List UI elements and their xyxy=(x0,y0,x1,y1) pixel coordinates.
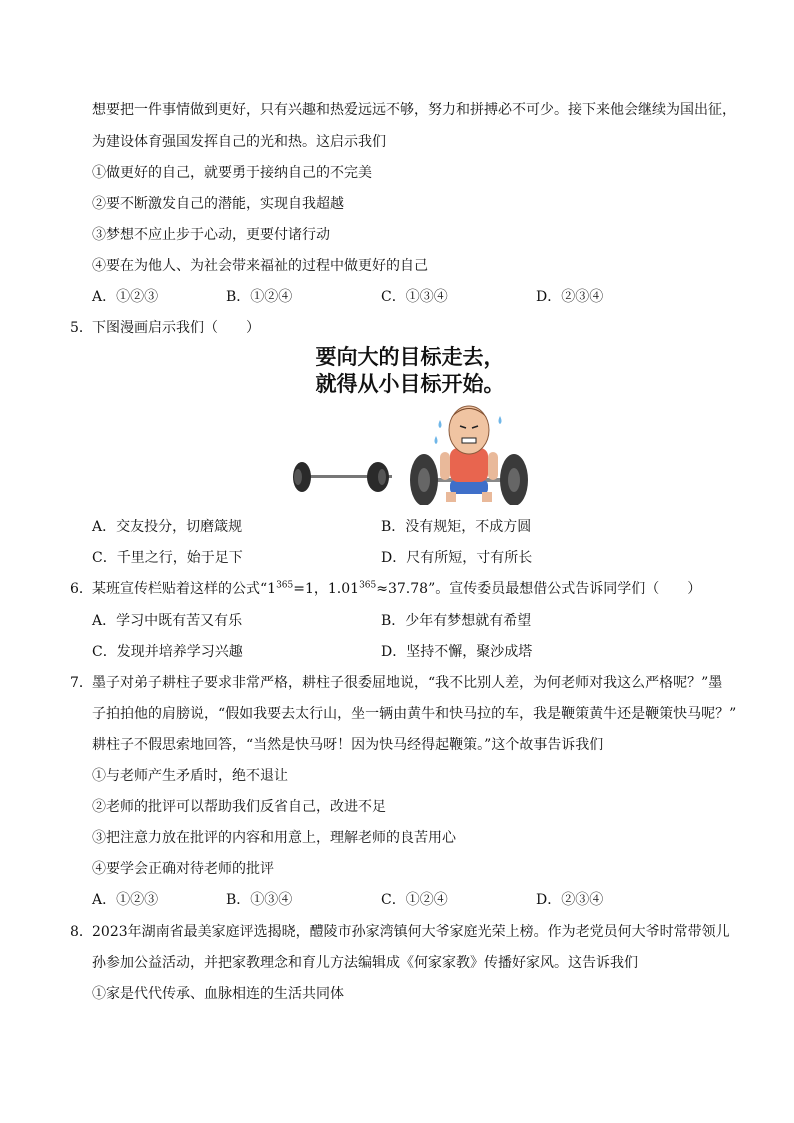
q7-item-1: ①与老师产生矛盾时，绝不退让 xyxy=(92,768,288,784)
q6-option-d: D．坚持不懈，聚沙成塔 xyxy=(381,644,533,660)
q8-item-1: ①家是代代传承、血脉相连的生活共同体 xyxy=(92,986,344,1002)
q8-stem-line2: 孙参加公益活动，并把家教理念和育儿方法编辑成《何家家教》传播好家风。这告诉我们 xyxy=(92,955,638,971)
q7-option-d: D．②③④ xyxy=(536,892,604,908)
weightlifter-drawing xyxy=(280,340,540,505)
comic-caption-line2: 就得从小目标开始。 xyxy=(315,372,505,396)
q4-option-c: C．①③④ xyxy=(381,289,448,305)
q4-option-b: B．①②④ xyxy=(226,289,293,305)
q4-item-1: ①做更好的自己，就要勇于接纳自己的不完美 xyxy=(92,165,372,181)
q5-option-b: B．没有规矩，不成方圆 xyxy=(381,519,532,535)
q5-stem: 下图漫画启示我们（ ） xyxy=(92,320,260,336)
q8-stem-line1: 2023年湖南省最美家庭评选揭晓，醴陵市孙家湾镇何大爷家庭光荣上榜。作为老党员何大爷时常带领儿 xyxy=(92,924,730,940)
q6-option-b: B．少年有梦想就有希望 xyxy=(381,613,532,629)
q7-item-4: ④要学会正确对待老师的批评 xyxy=(92,861,274,877)
q5-option-c: C．千里之行，始于足下 xyxy=(92,550,243,566)
q7-number: 7． xyxy=(70,675,93,691)
q7-stem-line2: 子拍拍他的肩膀说，“假如我要去太行山，坐一辆由黄牛和快马拉的车，我是鞭策黄牛还是鞭策快马呢？” xyxy=(92,706,737,722)
q7-option-b: B．①③④ xyxy=(226,892,293,908)
q4-stem-line2: 为建设体育强国发挥自己的光和热。这启示我们 xyxy=(92,134,386,150)
small-barbell-icon xyxy=(293,462,392,492)
q7-option-a: A．①②③ xyxy=(92,892,159,908)
q5-option-a: A．交友投分，切磨箴规 xyxy=(92,519,243,535)
q6-option-a: A．学习中既有苦又有乐 xyxy=(92,613,243,629)
q4-option-d: D．②③④ xyxy=(536,289,604,305)
q4-option-a: A．①②③ xyxy=(92,289,159,305)
q5-number: 5． xyxy=(70,320,93,336)
q4-item-2: ②要不断激发自己的潜能，实现自我超越 xyxy=(92,196,344,212)
q6-stem: 某班宣传栏贴着这样的公式“$1^{365}=1$，$1.01^{365}\approx 37.78$”。宣传委员最想借公式告诉同学们（ ） xyxy=(92,580,702,597)
q4-item-3: ③梦想不应止步于心动，更要付诸行动 xyxy=(92,227,330,243)
q7-option-c: C．①②④ xyxy=(381,892,448,908)
q7-stem-line1: 墨子对弟子耕柱子要求非常严格，耕柱子很委屈地说，“我不比别人差，为何老师对我这么严格呢？”墨 xyxy=(92,675,723,691)
comic-illustration xyxy=(280,340,540,505)
comic-caption-line1: 要向大的目标走去， xyxy=(315,345,505,369)
q5-option-d: D．尺有所短，寸有所长 xyxy=(381,550,533,566)
q7-item-3: ③把注意力放在批评的内容和用意上，理解老师的良苦用心 xyxy=(92,830,456,846)
q8-number: 8． xyxy=(70,924,93,940)
q7-item-2: ②老师的批评可以帮助我们反省自己，改进不足 xyxy=(92,799,386,815)
q4-item-4: ④要在为他人、为社会带来福祉的过程中做更好的自己 xyxy=(92,258,428,274)
q6-number: 6． xyxy=(70,581,93,597)
q6-option-c: C．发现并培养学习兴趣 xyxy=(92,644,243,660)
q4-stem-line1: 想要把一件事情做到更好，只有兴趣和热爱远远不够，努力和拼搏必不可少。接下来他会继续为国出征， xyxy=(92,102,736,118)
q7-stem-line3: 耕柱子不假思索地回答，“当然是快马呀！因为快马经得起鞭策。”这个故事告诉我们 xyxy=(92,737,604,753)
weightlifter-person-icon xyxy=(435,406,502,502)
